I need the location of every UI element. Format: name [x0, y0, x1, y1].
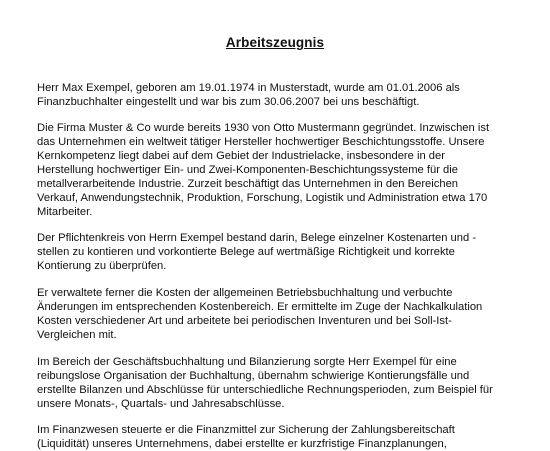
text-line: Mitarbeiter. — [37, 206, 93, 218]
text-line: Kernkompetenz liegt dabei auf dem Gebiet der Industrielacke, insbesondere in der — [37, 150, 445, 162]
paragraph-finance — [37, 423, 522, 451]
paragraph-financial-accounting — [37, 355, 522, 411]
text-line: Herr Max Exempel, geboren am 19.01.1974 in Musterstadt, wurde am 01.01.2006 als — [37, 82, 460, 94]
text-line: Er verwaltete ferner die Kosten der allgemeinen Betriebsbuchhaltung und verbuchte — [37, 287, 453, 299]
text-line: Herstellung hochwertiger Ein- und Zwei-Komponenten-Beschichtungssysteme für die — [37, 164, 458, 176]
text-line: metallverarbeitende Industrie. Zurzeit beschäftigt das Unternehmen in den Bereichen — [37, 178, 459, 190]
text-line: Verkauf, Anwendungstechnik, Produktion, Forschung, Logistik und Administration etwa 170 — [37, 192, 488, 204]
text-line: Im Bereich der Geschäftsbuchhaltung und Bilanzierung sorgte Herr Exempel für eine — [37, 356, 457, 368]
text-line: Finanzbuchhalter eingestellt und war bis zum 30.06.2007 bei uns beschäftigt. — [37, 96, 420, 108]
text-line: Vergleichen mit. — [37, 329, 117, 341]
text-line: Die Firma Muster & Co wurde bereits 1930 von Otto Mustermann gegründet. Inzwischen ist — [37, 122, 490, 134]
text-line: Im Finanzwesen steuerte er die Finanzmittel zur Sicherung der Zahlungsbereitschaft — [37, 424, 455, 436]
paragraph-duties — [37, 231, 522, 273]
text-line: unsere Monats-, Quartals- und Jahresabschlüsse. — [37, 398, 285, 410]
document-title: Arbeitszeugnis — [225, 35, 325, 50]
paragraph-company-description — [37, 121, 522, 219]
paragraph-cost-accounting — [37, 286, 522, 342]
text-line: stellen zu kontieren und vorkontierte Belege auf wertmäßige Richtigkeit und korrekte — [37, 246, 455, 258]
text-line: (Liquidität) unseres Unternehmens, dabei erstellte er kurzfristige Finanzplanungen, — [37, 438, 447, 450]
text-line: Der Pflichtenkreis von Herrn Exempel bestand darin, Belege einzelner Kostenarten und - — [37, 232, 477, 244]
text-line: reibungslose Organisation der Buchhaltung, übernahm schwierige Kontierungsfälle und — [37, 370, 470, 382]
text-line: Kontierung zu überprüfen. — [37, 260, 167, 272]
text-line: das Unternehmen ein weltweit tätiger Hersteller hochwertiger Beschichtungsstoffe. Unsere — [37, 136, 485, 148]
text-line: Kosten verschiedener Art und arbeitete bei periodischen Inventuren und bei Soll-Ist- — [37, 315, 452, 327]
paragraph-employee-intro — [37, 81, 522, 109]
text-line: Änderungen im entsprechenden Kostenbereich. Er ermittelte im Zuge der Nachkalkulation — [37, 301, 483, 313]
text-line: erstellte Bilanzen und Abschlüsse für unterschiedliche Rechnungsperioden, zum Beispiel für — [37, 384, 493, 396]
